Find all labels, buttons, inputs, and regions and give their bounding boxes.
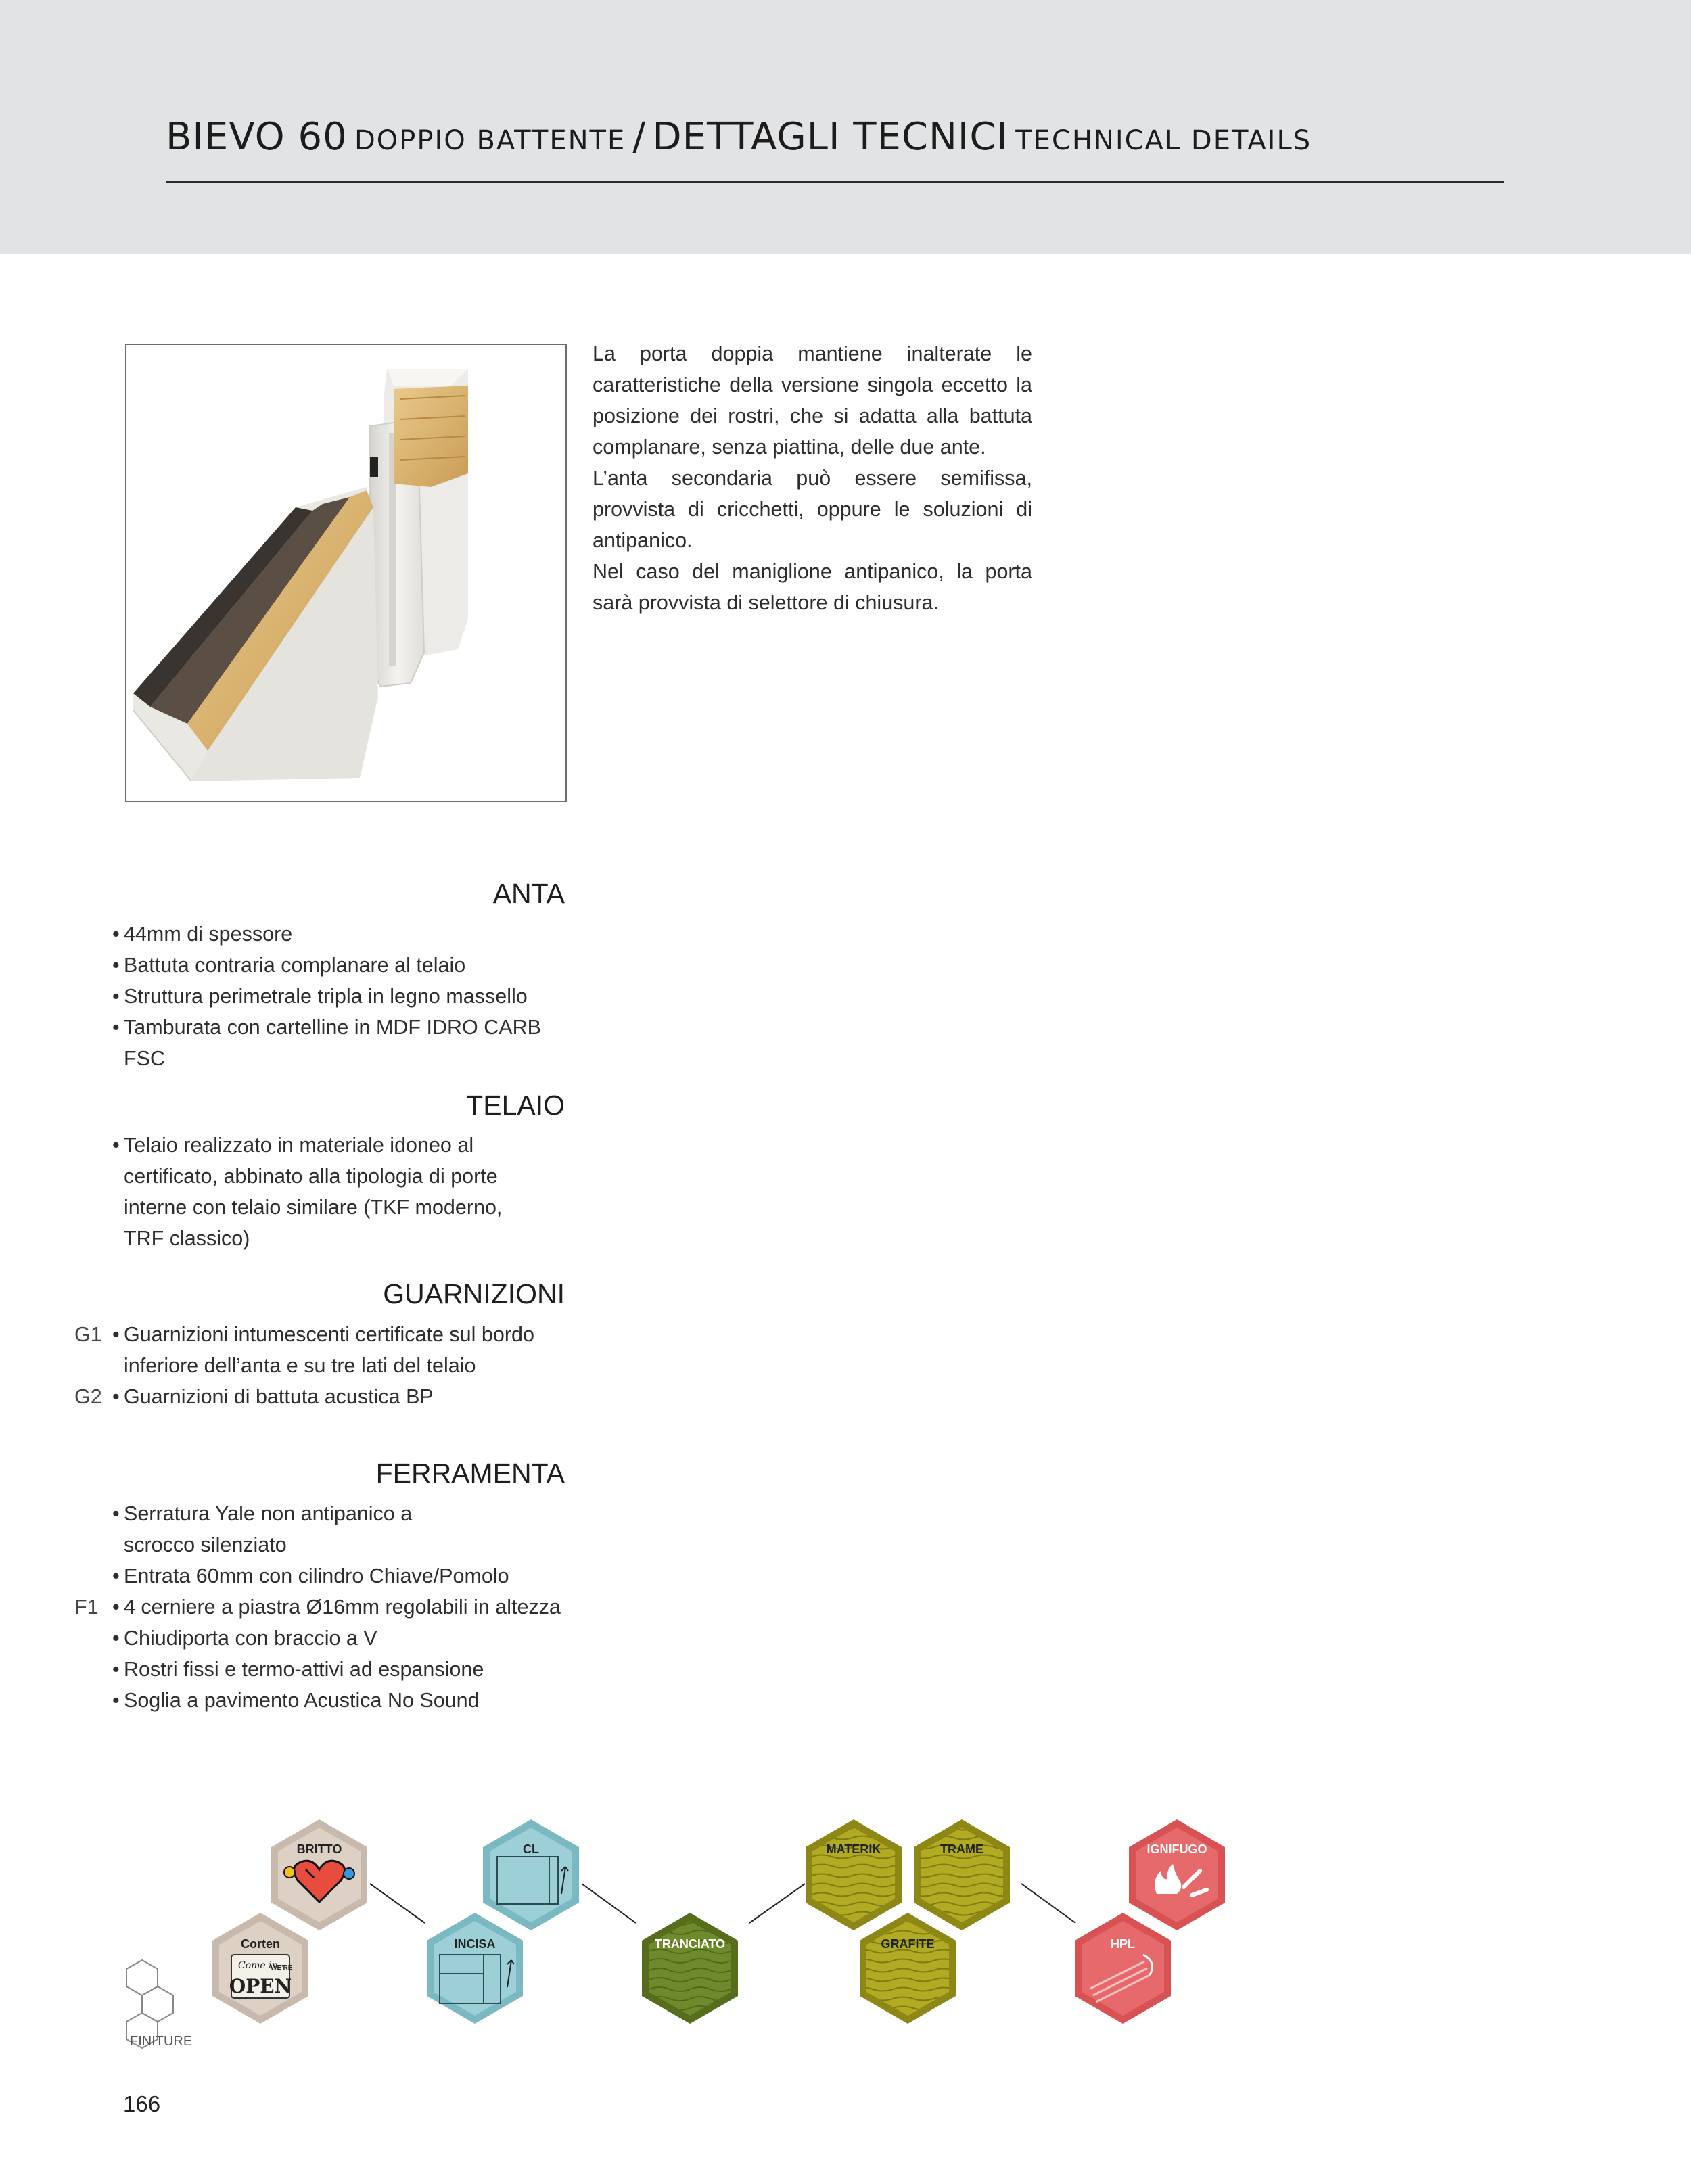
badge-grafite-label: GRAFITE [881, 1937, 935, 1951]
list-item: • Tamburata con cartelline in MDF IDRO CARB FSC [112, 1012, 550, 1074]
corten-sign-text: Come in [238, 1960, 278, 1971]
corten-sign-text: OPEN [229, 1975, 292, 1997]
badge-cl-label: CL [523, 1842, 539, 1856]
list-item: • Serratura Yale non antipanico a scrocco silenziato [112, 1498, 442, 1560]
section-title-telaio: TELAIO [466, 1090, 565, 1121]
badge-trame[interactable] [914, 1819, 1010, 1930]
title-rule [166, 181, 1504, 183]
finiture-label: FINITURE [130, 2034, 193, 2049]
list-item: • Battuta contraria complanare al telaio [112, 950, 565, 981]
list-item: • Rostri fissi e termo-attivi ad espansione [112, 1654, 586, 1685]
badge-corten-label: Corten [241, 1937, 280, 1951]
title-model: BIEVO 60 [166, 115, 348, 159]
title-variant: DOPPIO BATTENTE [354, 125, 626, 156]
badge-incisa[interactable] [427, 1913, 523, 2024]
badge-britto-label: BRITTO [296, 1842, 342, 1856]
page-title [166, 115, 1519, 159]
anta-list [112, 919, 565, 1074]
list-item: • Entrata 60mm con cilindro Chiave/Pomolo [112, 1560, 586, 1591]
badge-materik[interactable] [806, 1819, 902, 1930]
badge-ignifugo-label: IGNIFUGO [1146, 1842, 1207, 1856]
list-item: • Chiudiporta con braccio a V [112, 1623, 586, 1654]
title-section-en: TECHNICAL DETAILS [1015, 125, 1312, 156]
telaio-list [112, 1130, 528, 1254]
ferramenta-list [74, 1498, 586, 1716]
corten-sign-text: WE'RE [271, 1964, 293, 1972]
intro-text [593, 338, 1032, 618]
badge-materik-label: MATERIK [826, 1842, 881, 1856]
title-separator: / [632, 115, 646, 159]
section-title-ferramenta: FERRAMENTA [375, 1458, 565, 1489]
badge-ignifugo[interactable] [1129, 1819, 1225, 1930]
list-item: • G1 Guarnizioni intumescenti certificate sul bordo inferiore dell’anta e su tre lati del telaio [112, 1319, 559, 1381]
list-item: • Struttura perimetrale tripla in legno massello [112, 981, 565, 1012]
finiture-diagram [0, 1786, 1691, 2083]
section-title-guarnizioni: GUARNIZIONI [383, 1278, 565, 1309]
intro-paragraph: Nel caso del maniglione antipanico, la porta sarà provvista di selettore di chiusura. [593, 560, 1032, 614]
badge-britto[interactable] [271, 1819, 367, 1930]
item-code: • F1 [74, 1596, 99, 1619]
item-code: • G1 [74, 1323, 102, 1346]
badge-hpl[interactable] [1075, 1913, 1171, 2024]
badge-tranciato[interactable] [642, 1913, 738, 2024]
intro-paragraph: La porta doppia mantiene inalterate le caratteristiche della versione singola eccetto la posizione dei rostri, che si adatta alla battuta complanare, senza piattina, delle due ante. [593, 342, 1032, 459]
list-item: • Telaio realizzato in materiale idoneo al certificato, abbinato alla tipologia di porte interne con telaio similare (TKF moderno, TRF classico) [112, 1130, 528, 1254]
item-code: • G2 [74, 1385, 102, 1408]
badge-incisa-label: INCISA [454, 1937, 496, 1951]
door-section-illustration [126, 345, 565, 801]
page-number: 166 [123, 2091, 161, 2116]
list-item: • F1 4 cerniere a piastra Ø16mm regolabili in altezza [112, 1591, 586, 1623]
badge-corten[interactable] [212, 1913, 308, 2024]
intro-paragraph: L’anta secondaria può essere semifissa, provvista di cricchetti, oppure le soluzioni di antipanico. [593, 467, 1032, 552]
list-item: • 44mm di spessore [112, 919, 565, 950]
badge-trame-label: TRAME [940, 1842, 983, 1856]
badge-hpl-label: HPL [1111, 1937, 1135, 1951]
section-title-anta: ANTA [492, 878, 565, 909]
badge-grafite[interactable] [860, 1913, 956, 2024]
badge-cl[interactable] [483, 1819, 579, 1930]
guarnizioni-list [74, 1319, 559, 1412]
list-item: • Soglia a pavimento Acustica No Sound [112, 1685, 586, 1716]
list-item: • G2 Guarnizioni di battuta acustica BP [112, 1381, 559, 1412]
door-section-image [125, 344, 567, 802]
badge-tranciato-label: TRANCIATO [654, 1937, 726, 1951]
title-section: DETTAGLI TECNICI [652, 115, 1009, 159]
